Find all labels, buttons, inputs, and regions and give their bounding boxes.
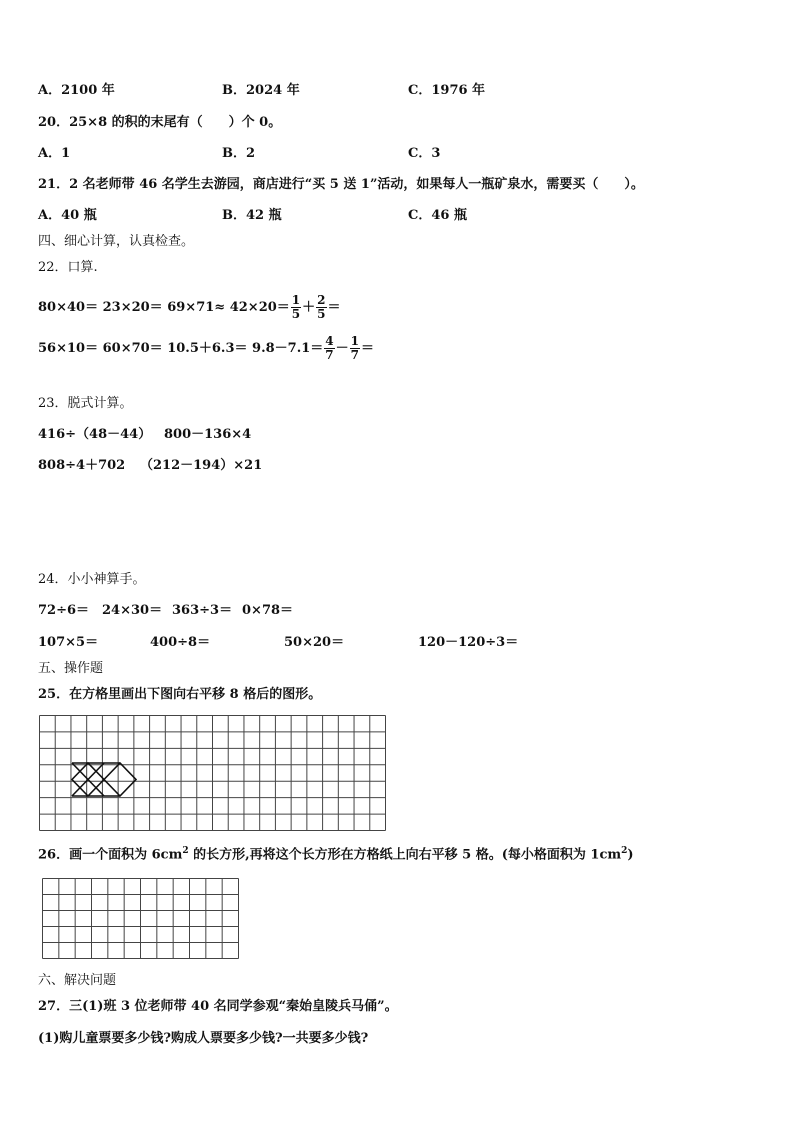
q24-r1-d: 0×78＝	[242, 603, 294, 618]
q24-r2-b: 400÷8＝	[150, 635, 211, 650]
q26-sup-1: 2	[182, 846, 189, 856]
q25-grid	[38, 714, 388, 832]
q21-option-b: B．42 瓶	[222, 208, 282, 223]
q26-question	[38, 843, 634, 863]
q21-option-a: A．40 瓶	[38, 208, 97, 223]
q22-r2-equals: ＝	[361, 341, 375, 356]
q24-r2-a: 107×5＝	[38, 635, 99, 650]
q19-option-a: A．2100 年	[38, 83, 115, 98]
q22-r1-fraction-2: $\frac{2}{5}$	[317, 293, 326, 321]
q19-option-b: B．2024 年	[222, 83, 300, 98]
q19-option-c: C．1976 年	[408, 83, 486, 98]
q20-option-a: A．1	[38, 146, 71, 161]
q22-r1-operator: ＋	[302, 300, 316, 315]
section-6-heading: 六、解决问题	[38, 973, 117, 988]
q24-r1-c: 363÷3＝	[172, 603, 233, 618]
q26-text-b: 的长方形,再将这个长方形在方格纸上向右平移 5 格。(每小格面积为 1cm	[188, 847, 622, 863]
q27-subquestion-1: (1)购儿童票要多少钱?购成人票要多少钱?一共要多少钱?	[38, 1031, 369, 1046]
q22-r2-fraction-2: $\frac{1}{7}$	[350, 334, 359, 362]
q25-question: 25．在方格里画出下图向右平移 8 格后的图形。	[38, 687, 322, 702]
q22-r2-fraction-1: $\frac{4}{7}$	[325, 334, 334, 362]
q22-row-1	[38, 294, 341, 321]
q27-question: 27．三(1)班 3 位老师带 40 名同学参观“秦始皇陵兵马俑”。	[38, 999, 398, 1014]
q22-r2-b: 60×70＝	[102, 341, 168, 356]
q26-text-a: 26．画一个面积为 6cm	[38, 847, 183, 863]
q23-expr-2: 800－136×4	[164, 427, 252, 442]
q24-title: 24．小小神算手。	[38, 572, 146, 587]
q24-r1-b: 24×30＝	[102, 603, 163, 618]
q22-r1-fraction-1: $\frac{1}{5}$	[291, 293, 301, 321]
q22-row-2	[38, 335, 374, 362]
q23-expr-1: 416÷（48－44）	[38, 427, 152, 442]
q26-text-c: )	[627, 847, 634, 863]
q21-option-c: C．46 瓶	[408, 208, 467, 223]
section-5-heading: 五、操作题	[38, 661, 104, 676]
q26-grid	[41, 877, 241, 961]
q20-option-c: C．3	[408, 146, 441, 161]
q23-expr-4: （212－194）×21	[140, 458, 263, 473]
q25-shape-right-diamond	[104, 763, 136, 796]
q22-r2-c: 10.5＋6.3＝	[167, 341, 253, 356]
q22-r1-a: 80×40＝	[38, 300, 103, 315]
q22-r1-c: 69×71≈	[167, 300, 230, 315]
q20-question: 20．25×8 的积的末尾有（ ）个 0。	[38, 115, 282, 130]
q22-r2-d: 9.8－7.1＝	[252, 341, 324, 356]
q24-r2-d: 120－120÷3＝	[418, 635, 519, 650]
q23-title: 23．脱式计算。	[38, 396, 133, 411]
q20-option-b: B．2	[222, 146, 256, 161]
section-4-heading: 四、细心计算，认真检查。	[38, 234, 195, 249]
q22-r2-a: 56×10＝	[38, 341, 103, 356]
q23-expr-3: 808÷4＋702	[38, 458, 126, 473]
q22-r2-operator: －	[335, 341, 349, 356]
q25-shape	[72, 763, 136, 796]
q26-sup-2: 2	[621, 846, 628, 856]
q24-r2-c: 50×20＝	[284, 635, 345, 650]
q22-r1-equals: ＝	[327, 300, 341, 315]
q22-r1-d: 42×20＝	[229, 300, 290, 315]
q22-r1-b: 23×20＝	[102, 300, 168, 315]
q21-question: 21．2 名老师带 46 名学生去游园，商店进行“买 5 送 1”活动，如果每人一瓶矿泉水，需要买（ ）。	[38, 177, 644, 192]
q24-r1-a: 72÷6＝	[38, 603, 90, 618]
q22-title: 22．口算.	[38, 260, 98, 275]
